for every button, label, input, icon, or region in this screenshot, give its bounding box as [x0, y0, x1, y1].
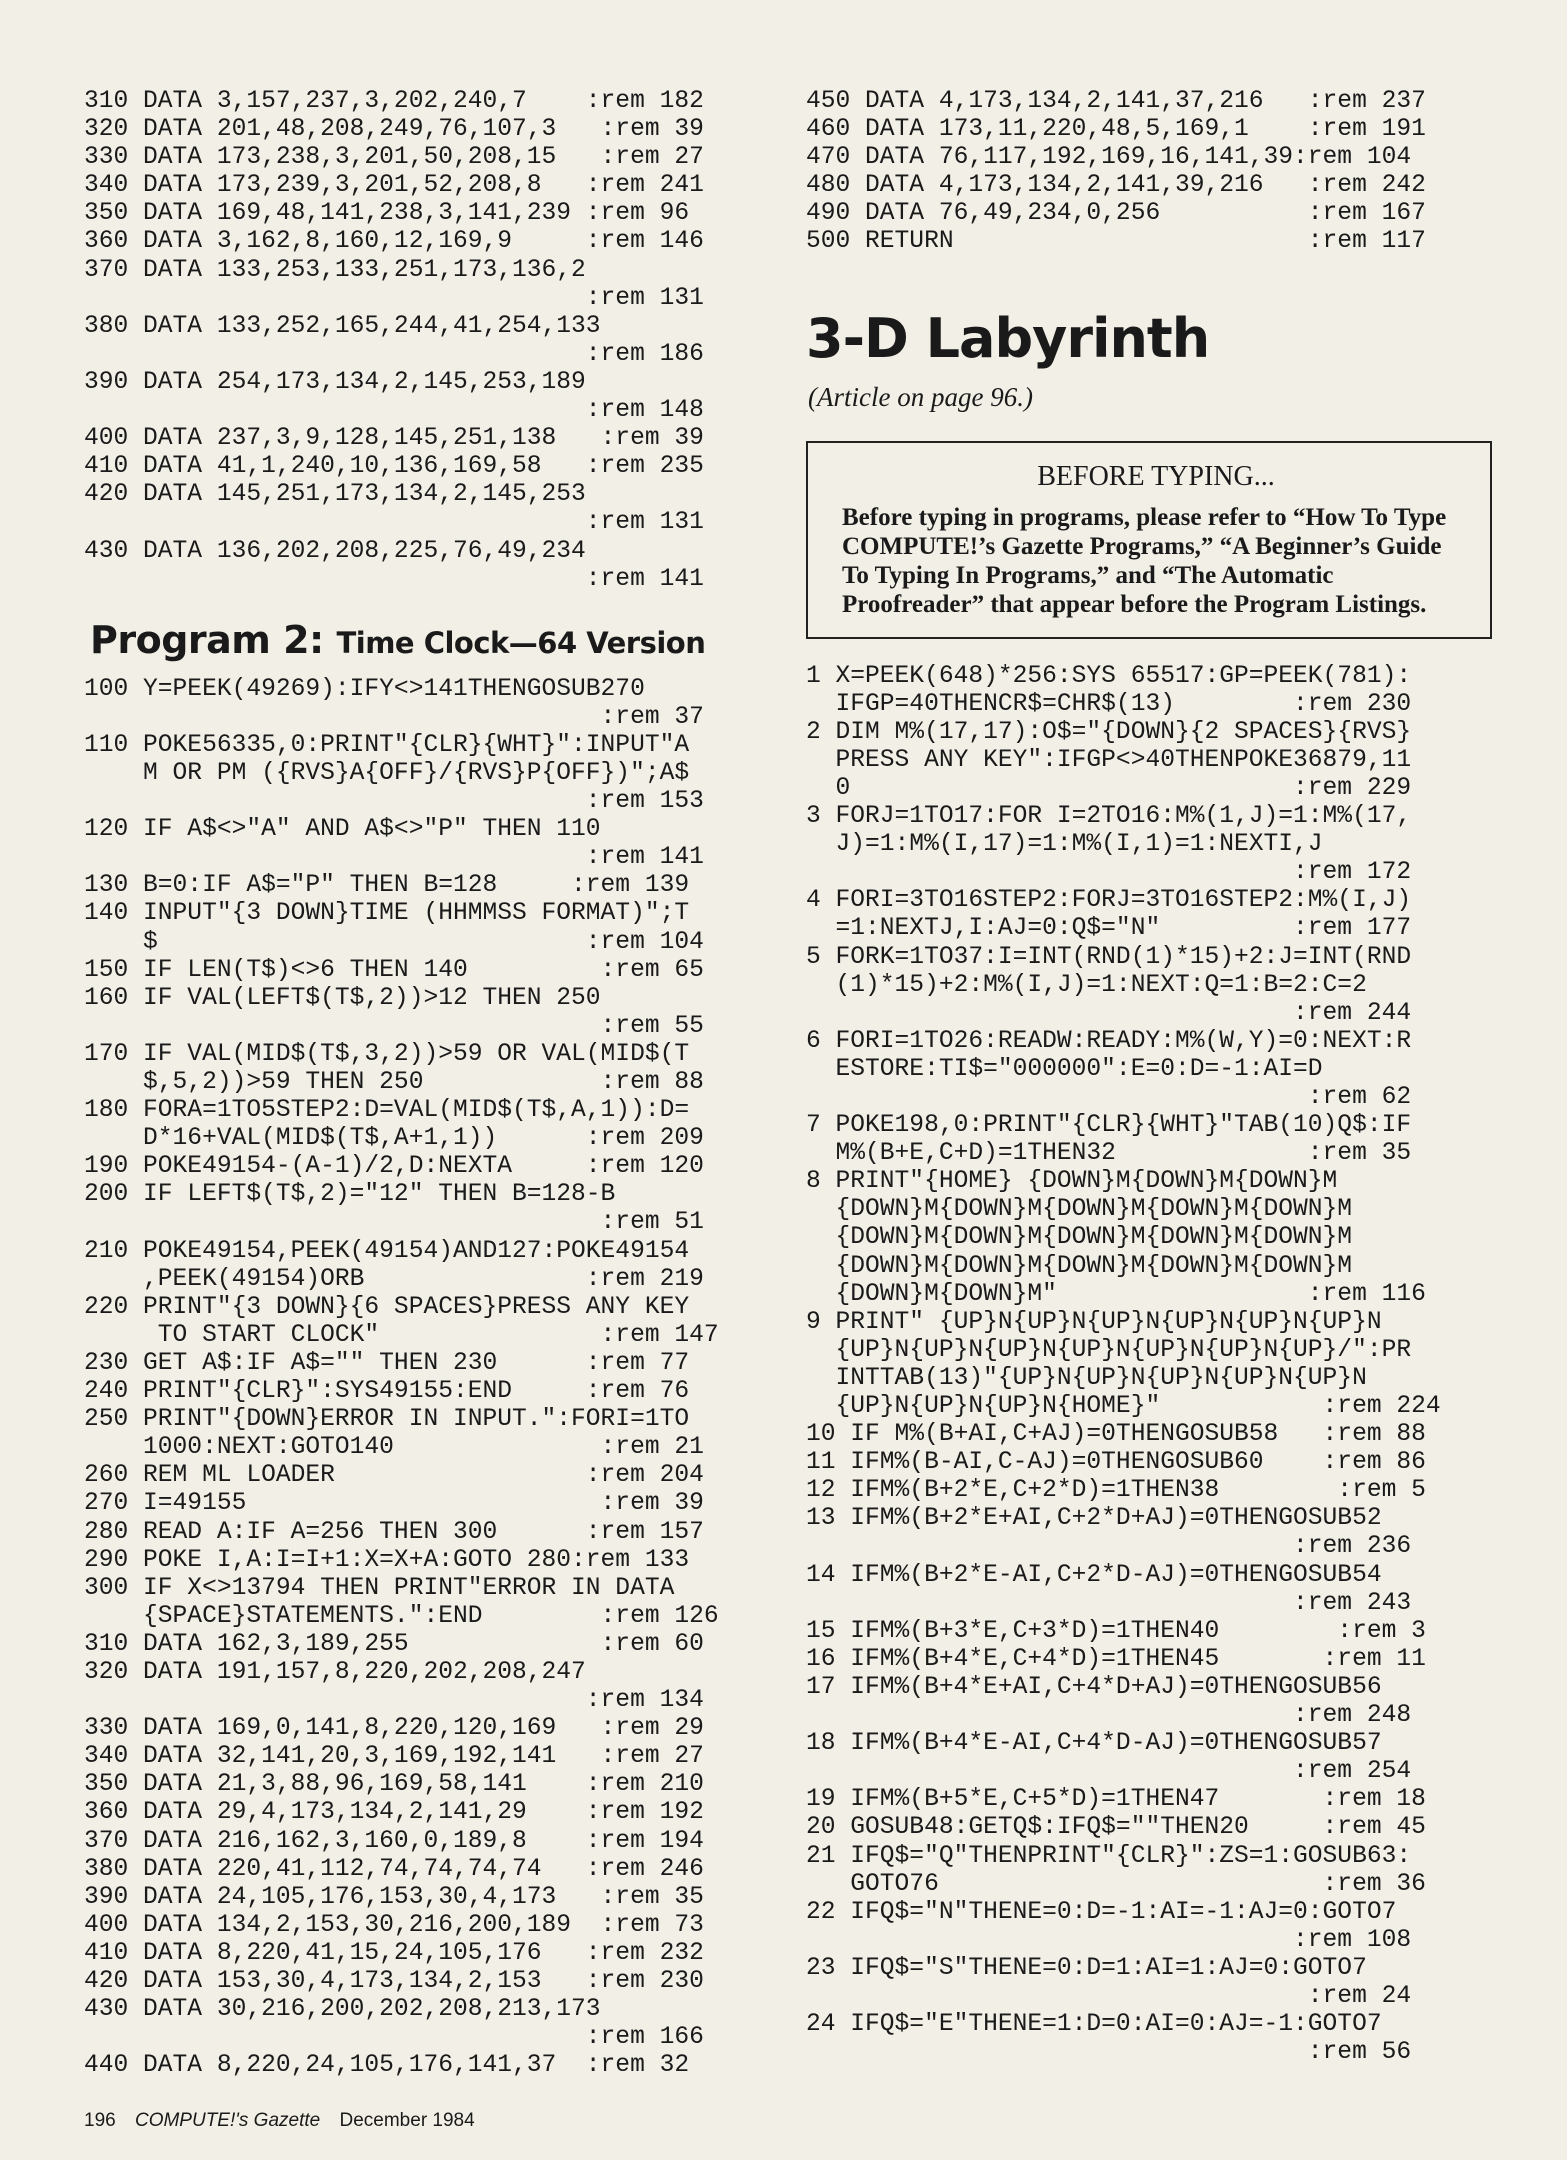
code-line: :rem 131	[84, 284, 704, 312]
code-line: 440 DATA 8,220,24,105,176,141,37 :rem 32	[84, 2052, 690, 2080]
code-line: {DOWN}M{DOWN}M{DOWN}M{DOWN}M{DOWN}M	[806, 1224, 1353, 1252]
page-number: 196	[84, 2110, 116, 2131]
code-line: TO START CLOCK" :rem 147	[84, 1321, 719, 1349]
code-line: 310 DATA 3,157,237,3,202,240,7 :rem 182	[84, 88, 704, 115]
code-line: :rem 108	[806, 1926, 1412, 1954]
code-line: 380 DATA 133,252,165,244,41,254,133	[84, 312, 601, 340]
code-line: 420 DATA 153,30,4,173,134,2,153 :rem 230	[84, 1968, 704, 1995]
code-line: 340 DATA 32,141,20,3,169,192,141 :rem 27	[84, 1743, 704, 1771]
code-line: M%(B+E,C+D)=1THEN32 :rem 35	[806, 1140, 1412, 1168]
magazine-name: COMPUTE!'s Gazette	[134, 2110, 321, 2131]
program2-heading	[90, 618, 774, 662]
code-line: :rem 55	[84, 1012, 704, 1040]
code-line: 13 IFM%(B+2*E+AI,C+2*D+AJ)=0THENGOSUB52	[806, 1505, 1382, 1533]
code-line: 430 DATA 136,202,208,225,76,49,234	[84, 537, 586, 565]
listing-program1-continued	[84, 88, 774, 594]
code-line: :rem 153	[84, 788, 704, 816]
code-line: IFGP=40THENCR$=CHR$(13) :rem 230	[806, 690, 1412, 718]
code-line: 460 DATA 173,11,220,48,5,169,1 :rem 191	[806, 116, 1426, 144]
code-line: 350 DATA 21,3,88,96,169,58,141 :rem 210	[84, 1771, 704, 1799]
code-line: 8 PRINT"{HOME} {DOWN}M{DOWN}M{DOWN}M	[806, 1168, 1338, 1196]
code-line: 310 DATA 162,3,189,255 :rem 60	[84, 1630, 704, 1658]
code-line: M OR PM ({RVS}A{OFF}/{RVS}P{OFF})";A$	[84, 759, 690, 787]
code-line: 1000:NEXT:GOTO140 :rem 21	[84, 1434, 704, 1462]
code-line: {DOWN}M{DOWN}M{DOWN}M{DOWN}M{DOWN}M	[806, 1252, 1353, 1280]
code-line: 170 IF VAL(MID$(T$,3,2))>59 OR VAL(MID$(T	[84, 1040, 690, 1068]
code-line: 130 B=0:IF A$="P" THEN B=128 :rem 139	[84, 872, 690, 900]
code-line: :rem 24	[806, 1982, 1412, 2010]
code-line: 360 DATA 3,162,8,160,12,169,9 :rem 146	[84, 228, 704, 256]
code-line: INTTAB(13)"{UP}N{UP}N{UP}N{UP}N{UP}N	[806, 1364, 1367, 1392]
notice-title: BEFORE TYPING...	[1037, 460, 1275, 492]
issue-date: December 1984	[339, 2110, 475, 2131]
code-line: 20 GOSUB48:GETQ$:IFQ$=""THEN20 :rem 45	[806, 1814, 1426, 1842]
code-line: 21 IFQ$="Q"THENPRINT"{CLR}":ZS=1:GOSUB63:	[806, 1842, 1412, 1870]
program2-label: Program 2:	[90, 617, 324, 662]
code-line: 10 IF M%(B+AI,C+AJ)=0THENGOSUB58 :rem 88	[806, 1421, 1426, 1449]
code-line: 5 FORK=1TO37:I=INT(RND(1)*15)+2:J=INT(RND	[806, 943, 1412, 971]
code-line: 390 DATA 254,173,134,2,145,253,189	[84, 368, 586, 396]
left-column	[84, 88, 774, 2080]
code-line: 320 DATA 191,157,8,220,202,208,247	[84, 1658, 586, 1686]
code-line: 330 DATA 173,238,3,201,50,208,15 :rem 27	[84, 144, 704, 172]
code-line: 300 IF X<>13794 THEN PRINT"ERROR IN DATA	[84, 1574, 675, 1602]
code-line: 500 RETURN :rem 117	[806, 228, 1426, 256]
code-line: 1 X=PEEK(648)*256:SYS 65517:GP=PEEK(781):	[806, 662, 1412, 690]
code-line: 0 :rem 229	[806, 774, 1412, 802]
code-line: D*16+VAL(MID$(T$,A+1,1)) :rem 209	[84, 1125, 704, 1153]
code-line: 4 FORI=3TO16STEP2:FORJ=3TO16STEP2:M%(I,J)	[806, 887, 1412, 915]
code-line: {DOWN}M{DOWN}M{DOWN}M{DOWN}M{DOWN}M	[806, 1196, 1353, 1224]
code-line: :rem 172	[806, 859, 1412, 887]
code-line: 100 Y=PEEK(49269):IFY<>141THENGOSUB270	[84, 675, 645, 703]
code-line: 410 DATA 8,220,41,15,24,105,176 :rem 232	[84, 1939, 704, 1967]
code-line: 230 GET A$:IF A$="" THEN 230 :rem 77	[84, 1349, 690, 1377]
code-line: {UP}N{UP}N{UP}N{HOME}" :rem 224	[806, 1393, 1441, 1420]
code-line: 23 IFQ$="S"THENE=0:D=1:AI=1:AJ=0:GOTO7	[806, 1954, 1367, 1982]
code-line: 19 IFM%(B+5*E,C+5*D)=1THEN47 :rem 18	[806, 1786, 1426, 1814]
code-line: ESTORE:TI$="000000":E=0:D=-1:AI=D	[806, 1055, 1323, 1083]
code-line: $,5,2))>59 THEN 250 :rem 88	[84, 1069, 704, 1096]
code-line: 370 DATA 216,162,3,160,0,189,8 :rem 194	[84, 1827, 704, 1855]
code-line: :rem 51	[84, 1209, 704, 1237]
code-line: 6 FORI=1TO26:READW:READY:M%(W,Y)=0:NEXT:R	[806, 1027, 1412, 1055]
code-line: 360 DATA 29,4,173,134,2,141,29 :rem 192	[84, 1799, 704, 1827]
code-line: 410 DATA 41,1,240,10,136,169,58 :rem 235	[84, 453, 704, 481]
code-line: 220 PRINT"{3 DOWN}{6 SPACES}PRESS ANY KEY	[84, 1293, 690, 1321]
article-title: 3-D Labyrinth	[806, 306, 1210, 370]
code-line: 9 PRINT" {UP}N{UP}N{UP}N{UP}N{UP}N{UP}N	[806, 1308, 1382, 1336]
code-line: 17 IFM%(B+4*E+AI,C+4*D+AJ)=0THENGOSUB56	[806, 1673, 1382, 1701]
code-line: ,PEEK(49154)ORB :rem 219	[84, 1265, 704, 1293]
code-line: 15 IFM%(B+3*E,C+3*D)=1THEN40 :rem 3	[806, 1617, 1426, 1645]
code-line: :rem 62	[806, 1083, 1412, 1111]
code-line: 16 IFM%(B+4*E,C+4*D)=1THEN45 :rem 11	[806, 1645, 1426, 1673]
code-line: 24 IFQ$="E"THENE=1:D=0:AI=0:AJ=-1:GOTO7	[806, 2011, 1382, 2039]
notice-text: Before typing in programs, please refer to “How To Type COMPUTE!’s Gazette Programs,” “A Beginner’s Guide To Typing In Programs,” and “The Automatic Proofreader” that appear before the Program Listings.	[842, 503, 1447, 618]
code-line: :rem 134	[84, 1687, 704, 1715]
code-line: 250 PRINT"{DOWN}ERROR IN INPUT.":FORI=1TO	[84, 1406, 690, 1434]
code-line: 11 IFM%(B-AI,C-AJ)=0THENGOSUB60 :rem 86	[806, 1449, 1426, 1477]
code-line: J)=1:M%(I,17)=1:M%(I,1)=1:NEXTI,J	[806, 831, 1323, 859]
code-line: :rem 248	[806, 1702, 1412, 1730]
code-line: {UP}N{UP}N{UP}N{UP}N{UP}N{UP}N{UP}/":PR	[806, 1336, 1412, 1364]
code-line: 430 DATA 30,216,200,202,208,213,173	[84, 1996, 601, 2024]
code-line: (1)*15)+2:M%(I,J)=1:NEXT:Q=1:B=2:C=2	[806, 971, 1367, 999]
code-line: 260 REM ML LOADER :rem 204	[84, 1462, 704, 1490]
code-line: $ :rem 104	[84, 928, 704, 956]
code-line: :rem 243	[806, 1589, 1412, 1617]
code-line: 450 DATA 4,173,134,2,141,37,216 :rem 237	[806, 88, 1426, 115]
page-footer	[84, 2110, 475, 2132]
code-line: 340 DATA 173,239,3,201,52,208,8 :rem 241	[84, 172, 704, 200]
code-line: 14 IFM%(B+2*E-AI,C+2*D-AJ)=0THENGOSUB54	[806, 1561, 1382, 1589]
code-line: 380 DATA 220,41,112,74,74,74,74 :rem 246	[84, 1855, 704, 1883]
code-line: 160 IF VAL(LEFT$(T$,2))>12 THEN 250	[84, 984, 601, 1012]
code-line: =1:NEXTJ,I:AJ=0:Q$="N" :rem 177	[806, 915, 1412, 943]
code-line: GOTO76 :rem 36	[806, 1870, 1426, 1898]
code-line: 290 POKE I,A:I=I+1:X=X+A:GOTO 280:rem 133	[84, 1546, 690, 1574]
article-reference: (Article on page 96.)	[808, 381, 1033, 412]
code-line: :rem 166	[84, 2024, 704, 2052]
code-line: 22 IFQ$="N"THENE=0:D=-1:AI=-1:AJ=0:GOTO7	[806, 1898, 1397, 1926]
code-line: 480 DATA 4,173,134,2,141,39,216 :rem 242	[806, 172, 1426, 200]
code-line: 180 FORA=1TO5STEP2:D=VAL(MID$(T$,A,1)):D=	[84, 1097, 690, 1125]
code-line: {DOWN}M{DOWN}M" :rem 116	[806, 1280, 1426, 1308]
code-line: 490 DATA 76,49,234,0,256 :rem 167	[806, 200, 1426, 228]
code-line: 3 FORJ=1TO17:FOR I=2TO16:M%(1,J)=1:M%(17,	[806, 803, 1412, 831]
code-line: 400 DATA 237,3,9,128,145,251,138 :rem 39	[84, 425, 704, 453]
listing-program2-end	[806, 88, 1496, 257]
code-line: 200 IF LEFT$(T$,2)="12" THEN B=128-B	[84, 1181, 616, 1209]
program2-subtitle: Time Clock—64 Version	[336, 625, 706, 660]
code-line: 390 DATA 24,105,176,153,30,4,173 :rem 35	[84, 1883, 704, 1911]
code-line: 330 DATA 169,0,141,8,220,120,169 :rem 29	[84, 1715, 704, 1743]
code-line: 12 IFM%(B+2*E,C+2*D)=1THEN38 :rem 5	[806, 1477, 1426, 1505]
code-line: :rem 56	[806, 2039, 1412, 2067]
code-line: 270 I=49155 :rem 39	[84, 1490, 704, 1518]
code-line: 320 DATA 201,48,208,249,76,107,3 :rem 39	[84, 116, 704, 144]
code-line: :rem 244	[806, 999, 1412, 1027]
code-line: 240 PRINT"{CLR}":SYS49155:END :rem 76	[84, 1378, 690, 1406]
code-line: :rem 131	[84, 509, 704, 537]
right-column	[806, 88, 1496, 2067]
code-line: :rem 141	[84, 844, 704, 872]
code-line: :rem 148	[84, 397, 704, 425]
code-line: 370 DATA 133,253,133,251,173,136,2	[84, 256, 586, 284]
code-line: 470 DATA 76,117,192,169,16,141,39:rem 104	[806, 144, 1412, 172]
code-line: 280 READ A:IF A=256 THEN 300 :rem 157	[84, 1518, 704, 1546]
code-line: :rem 141	[84, 565, 704, 593]
code-line: 120 IF A$<>"A" AND A$<>"P" THEN 110	[84, 816, 601, 844]
code-line: 7 POKE198,0:PRINT"{CLR}{WHT}"TAB(10)Q$:IF	[806, 1112, 1412, 1140]
code-line: 420 DATA 145,251,173,134,2,145,253	[84, 481, 586, 509]
listing-labyrinth	[806, 663, 1496, 2068]
code-line: 2 DIM M%(17,17):O$="{DOWN}{2 SPACES}{RVS}	[806, 718, 1412, 746]
code-line: :rem 37	[84, 703, 704, 731]
code-line: 150 IF LEN(T$)<>6 THEN 140 :rem 65	[84, 956, 704, 984]
listing-program2	[84, 676, 774, 2081]
code-line: 110 POKE56335,0:PRINT"{CLR}{WHT}":INPUT"A	[84, 731, 690, 759]
code-line: 400 DATA 134,2,153,30,216,200,189 :rem 73	[84, 1911, 704, 1939]
code-line: :rem 186	[84, 340, 704, 368]
code-line: {SPACE}STATEMENTS.":END :rem 126	[84, 1602, 719, 1630]
code-line: :rem 254	[806, 1758, 1412, 1786]
code-line: 350 DATA 169,48,141,238,3,141,239 :rem 96	[84, 200, 690, 228]
before-typing-notice	[806, 441, 1492, 639]
code-line: 140 INPUT"{3 DOWN}TIME (HHMMSS FORMAT)";T	[84, 900, 690, 928]
code-line: 190 POKE49154-(A-1)/2,D:NEXTA :rem 120	[84, 1153, 704, 1181]
code-line: 210 POKE49154,PEEK(49154)AND127:POKE49154	[84, 1237, 690, 1265]
code-line: 18 IFM%(B+4*E-AI,C+4*D-AJ)=0THENGOSUB57	[806, 1730, 1382, 1758]
code-line: :rem 236	[806, 1533, 1412, 1561]
code-line: PRESS ANY KEY":IFGP<>40THENPOKE36879,11	[806, 746, 1412, 774]
